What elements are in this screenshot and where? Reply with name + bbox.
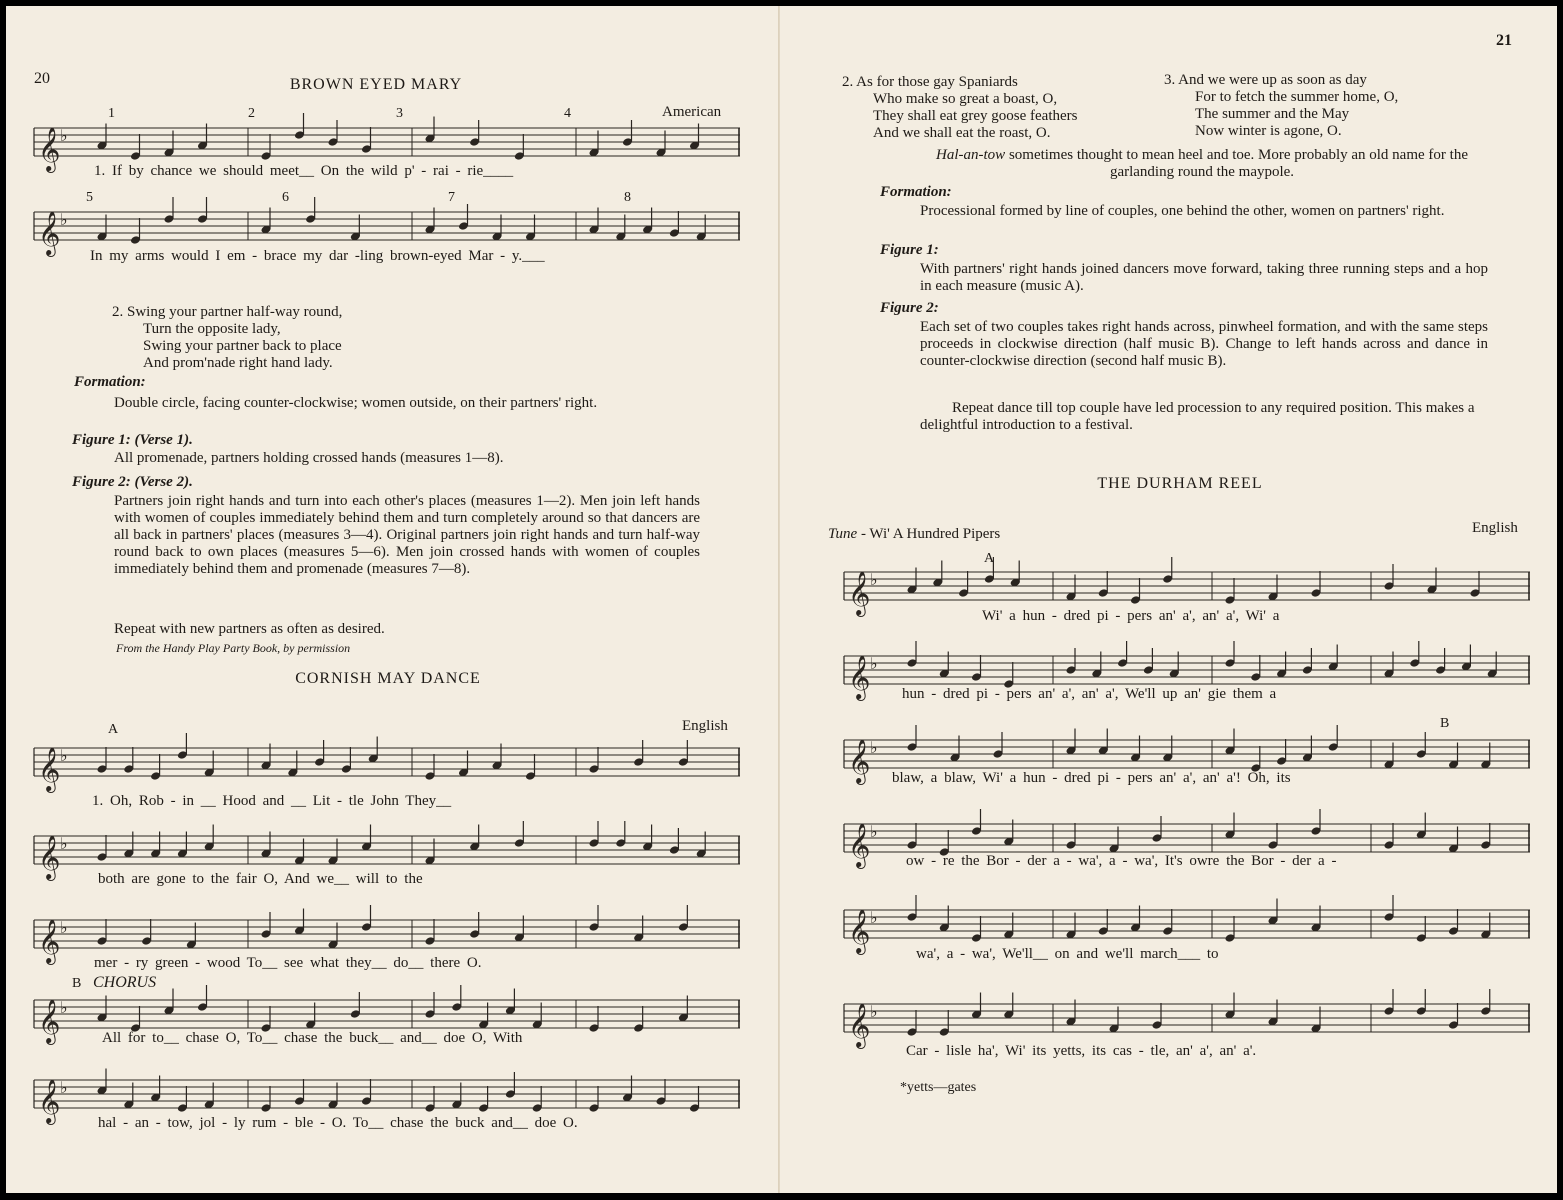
figure-1-text: All promenade, partners holding crossed hands (measures 1—8). (114, 450, 504, 466)
verse-line: 2. Swing your partner half-way round, (112, 304, 343, 320)
figure-2-text: Each set of two couples takes right hands across, pinwheel formation, and with the same steps proceeds in clockwise direction (half music B). Change to left hands across and dance in counter-clockwise direction (second half music B). (920, 319, 1488, 369)
measure-number: 5 (86, 190, 93, 205)
figure-1-label: Figure 1: (880, 242, 939, 258)
lyrics-line: both are gone to the fair O, And we__ will to the (98, 871, 423, 887)
song-title: BROWN EYED MARY (289, 76, 463, 93)
verse-2 (112, 304, 342, 372)
verse-2 (842, 74, 1078, 142)
lyrics-line: In my arms would I em - brace my dar -ling brown-eyed Mar - y.___ (90, 248, 545, 264)
svg-text:𝄞: 𝄞 (848, 1003, 871, 1047)
verse-line: They shall eat grey goose feathers (873, 108, 1078, 124)
svg-text:♭: ♭ (60, 834, 68, 853)
svg-text:𝄞: 𝄞 (848, 571, 871, 615)
svg-text:♭: ♭ (870, 1002, 878, 1021)
lyrics-line: 1. Oh, Rob - in __ Hood and __ Lit - tle John They__ (92, 793, 452, 809)
lyrics-line: Car - lisle ha', Wi' its yetts, its cas - tle, an' a', an' a'. (906, 1043, 1257, 1059)
section-marker: A (108, 722, 119, 737)
verse-line: 2. As for those gay Spaniards (842, 74, 1018, 90)
lyrics-line: wa', a - wa', We'll__ on and we'll march___ to (916, 946, 1219, 962)
verse-line: Swing your partner back to place (143, 338, 342, 354)
measure-number: 3 (396, 106, 403, 121)
lyrics-line: Wi' a hun - dred pi - pers an' a', an' a', Wi' a (982, 608, 1280, 624)
lyrics-line: All for to__ chase O, To__ chase the buck__ and__ doe O, With (102, 1030, 523, 1046)
music-staff (844, 904, 1530, 953)
verse-line: And prom'nade right hand lady. (143, 355, 333, 371)
section-marker: B (72, 976, 82, 991)
formation-text: Processional formed by line of couples, one behind the other, women on partners' right. (920, 203, 1445, 219)
music-staff (34, 206, 740, 255)
measure-number: 6 (282, 190, 289, 205)
lyrics-line: 1. If by chance we should meet__ On the wild p' - rai - rie____ (94, 163, 514, 179)
formation-label: Formation: (880, 184, 952, 200)
chorus-label: CHORUS (93, 974, 157, 991)
tune-name: - Wi' A Hundred Pipers (857, 526, 1001, 542)
formation-label: Formation: (74, 374, 146, 390)
svg-text:𝄞: 𝄞 (38, 211, 61, 255)
svg-text:𝄞: 𝄞 (848, 823, 871, 867)
lyrics-line: blaw, a blaw, Wi' a hun - dred pi - pers an' a', an' a'! Oh, its (892, 770, 1291, 786)
formation-text: Double circle, facing counter-clockwise; women outside, on their partners' right. (114, 395, 598, 411)
svg-text:♭: ♭ (60, 126, 68, 145)
song-origin: American (662, 104, 722, 120)
song-origin: English (682, 718, 728, 734)
music-staff (34, 742, 740, 791)
svg-text:𝄞: 𝄞 (38, 747, 61, 791)
verse-3 (1164, 72, 1398, 140)
svg-text:𝄞: 𝄞 (848, 655, 871, 699)
verse-line: 3. And we were up as soon as day (1164, 72, 1367, 88)
source-credit: From the Handy Play Party Book, by permission (116, 641, 351, 655)
page-number: 21 (1496, 32, 1512, 49)
figure-2-label: Figure 2: (Verse 2). (72, 474, 193, 490)
measure-number: 1 (108, 106, 115, 121)
svg-text:♭: ♭ (60, 210, 68, 229)
tune-line (828, 526, 1000, 543)
svg-text:♭: ♭ (60, 918, 68, 937)
figure-2-label: Figure 2: (880, 300, 939, 316)
music-staff (844, 998, 1530, 1047)
song-title: CORNISH MAY DANCE (295, 670, 481, 687)
svg-text:𝄞: 𝄞 (38, 999, 61, 1043)
verse-line: The summer and the May (1195, 106, 1350, 122)
svg-text:♭: ♭ (60, 1078, 68, 1097)
lyrics-line: hun - dred pi - pers an' a', an' a', We'll up an' gie them a (902, 686, 1277, 702)
measure-number: 4 (564, 106, 571, 121)
lyrics-line: hal - an - tow, jol - ly rum - ble - O. To__ chase the buck and__ doe O. (98, 1115, 578, 1131)
svg-text:𝄞: 𝄞 (38, 1079, 61, 1123)
figure-2-text: Partners join right hands and turn into each other's places (measures 1—2). Men join left hands with women of couples immediately behind them and turn completely around so that dancers are all back in partners' places (measures 3—4). Original partners join right hands and turn half-way round back to own places (measures 5—6). Men join crossed hands with women of couples immediately behind them and promenade (measures 7—8). (114, 493, 700, 577)
svg-text:♭: ♭ (870, 822, 878, 841)
lyrics-line: ow - re the Bor - der a - wa', a - wa', It's owre the Bor - der a - (906, 853, 1337, 869)
repeat-text: Repeat with new partners as often as desired. (114, 621, 385, 637)
svg-text:♭: ♭ (870, 570, 878, 589)
verse-line: And we shall eat the roast, O. (873, 125, 1051, 141)
svg-text:♭: ♭ (870, 908, 878, 927)
svg-text:♭: ♭ (60, 998, 68, 1017)
svg-text:𝄞: 𝄞 (848, 909, 871, 953)
music-staff (844, 566, 1530, 615)
measure-number: 2 (248, 106, 255, 121)
svg-text:♭: ♭ (870, 738, 878, 757)
verse-line: Who make so great a boast, O, (873, 91, 1058, 107)
hal-an-tow-text: sometimes thought to mean heel and toe. More probably an old name for the garlanding round the maypole. (1005, 147, 1468, 180)
figure-1-label: Figure 1: (Verse 1). (72, 432, 193, 448)
svg-text:𝄞: 𝄞 (848, 739, 871, 783)
measure-number: 8 (624, 190, 631, 205)
svg-text:𝄞: 𝄞 (38, 835, 61, 879)
measure-number: 7 (448, 190, 455, 205)
repeat-text: Repeat dance till top couple have led procession to any required position. This makes a delightful introduction to a festival. (920, 400, 1475, 433)
footnote: *yetts—gates (900, 1080, 977, 1095)
svg-text:♭: ♭ (870, 654, 878, 673)
song-title: THE DURHAM REEL (1097, 475, 1263, 492)
tune-label: Tune (828, 526, 858, 542)
song-origin: English (1472, 520, 1518, 536)
section-marker: B (1440, 716, 1450, 731)
lyrics-line: mer - ry green - wood To__ see what they__ do__ there O. (94, 955, 482, 971)
left-page (6, 6, 778, 1193)
verse-line: For to fetch the summer home, O, (1195, 89, 1399, 105)
figure-1-text: With partners' right hands joined dancers move forward, taking three running steps and a hop in each measure (music A). (920, 261, 1488, 294)
hal-an-tow-note (916, 147, 1488, 181)
verse-line: Turn the opposite lady, (143, 321, 281, 337)
svg-text:𝄞: 𝄞 (38, 127, 61, 171)
right-page (780, 6, 1557, 1193)
page-number: 20 (34, 70, 50, 87)
hal-an-tow-term: Hal-an-tow (936, 147, 1006, 163)
svg-text:𝄞: 𝄞 (38, 919, 61, 963)
section-marker: A (984, 551, 995, 566)
verse-line: Now winter is agone, O. (1195, 123, 1342, 139)
svg-text:♭: ♭ (60, 746, 68, 765)
